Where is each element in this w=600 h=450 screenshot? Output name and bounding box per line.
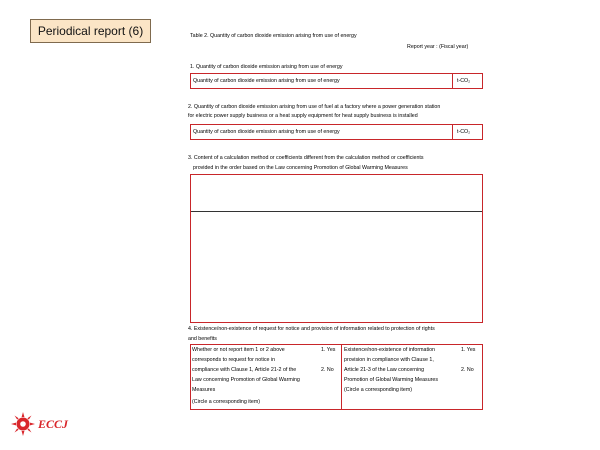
- section4-right-line-1: Existence/non-existence of information: [344, 347, 435, 353]
- section2-heading-line2: for electric power supply business or a heat supply equipment for heat supply business is installed: [188, 113, 418, 119]
- logo-text: ECCJ: [38, 417, 69, 431]
- section2-unit: t-CO₂: [457, 129, 471, 135]
- section4-left-line-5: Measures: [192, 387, 216, 393]
- section3-content-box: [190, 174, 483, 323]
- section4-left-option-yes[interactable]: 1. Yes: [321, 347, 336, 353]
- section1-row-label: Quantity of carbon dioxide emission arising from use of energy: [193, 78, 340, 84]
- table-title: Table 2. Quantity of carbon dioxide emission arising from use of energy: [190, 33, 357, 39]
- section4-left-line-2: corresponds to request for notice in: [192, 357, 276, 363]
- section4-right-line-3: Article 21-3 of the Law concerning: [344, 367, 425, 373]
- section4-left-line-3: compliance with Clause 1, Article 21-2 of the: [192, 367, 297, 373]
- slide-title: Periodical report (6): [30, 19, 151, 43]
- section2-heading-line1: 2. Quantity of carbon dioxide emission arising from use of fuel at a factory where a power generation station: [188, 104, 441, 110]
- eccj-logo-icon: [11, 412, 35, 436]
- section1-heading: 1. Quantity of carbon dioxide emission arising from use of energy: [190, 64, 343, 70]
- section3-heading-line1: 3. Content of a calculation method or coefficients different from the calculation method or coefficients: [188, 155, 424, 161]
- section4-left-line-1: Whether or not report item 1 or 2 above: [192, 347, 285, 353]
- section1-unit: t-CO₂: [457, 78, 471, 84]
- report-year: Report year : (Fiscal year): [407, 44, 469, 50]
- section1-divider: [452, 74, 453, 88]
- section4-right-line-4: Promotion of Global Warming Measures: [344, 377, 439, 383]
- section3-divider: [191, 211, 482, 212]
- section4-right-line-2: provision in compliance with Clause 1,: [344, 357, 434, 363]
- section4-heading-line2: and benefits: [188, 336, 217, 342]
- section4-table: [190, 344, 483, 410]
- section1-row: [190, 73, 483, 89]
- section2-divider: [452, 125, 453, 139]
- section2-row-label: Quantity of carbon dioxide emission arising from use of energy: [193, 129, 340, 135]
- section4-heading-line1: 4. Existence/non-existence of request for notice and provision of information related to protection of rights: [188, 326, 435, 332]
- section4-divider: [341, 345, 342, 409]
- section4-right-option-yes[interactable]: 1. Yes: [461, 347, 476, 353]
- section4-left-line-4: Law concerning Promotion of Global Warming: [192, 377, 300, 383]
- section4-right-option-no[interactable]: 2. No: [461, 367, 474, 373]
- section2-row: [190, 124, 483, 140]
- section4-left-option-no[interactable]: 2. No: [321, 367, 334, 373]
- section3-heading-line2: provided in the order based on the Law concerning Promotion of Global Warming Measures: [193, 165, 408, 171]
- section4-right-line-5: (Circle a corresponding item): [344, 387, 413, 393]
- section4-left-line-6: (Circle a corresponding item): [192, 399, 261, 405]
